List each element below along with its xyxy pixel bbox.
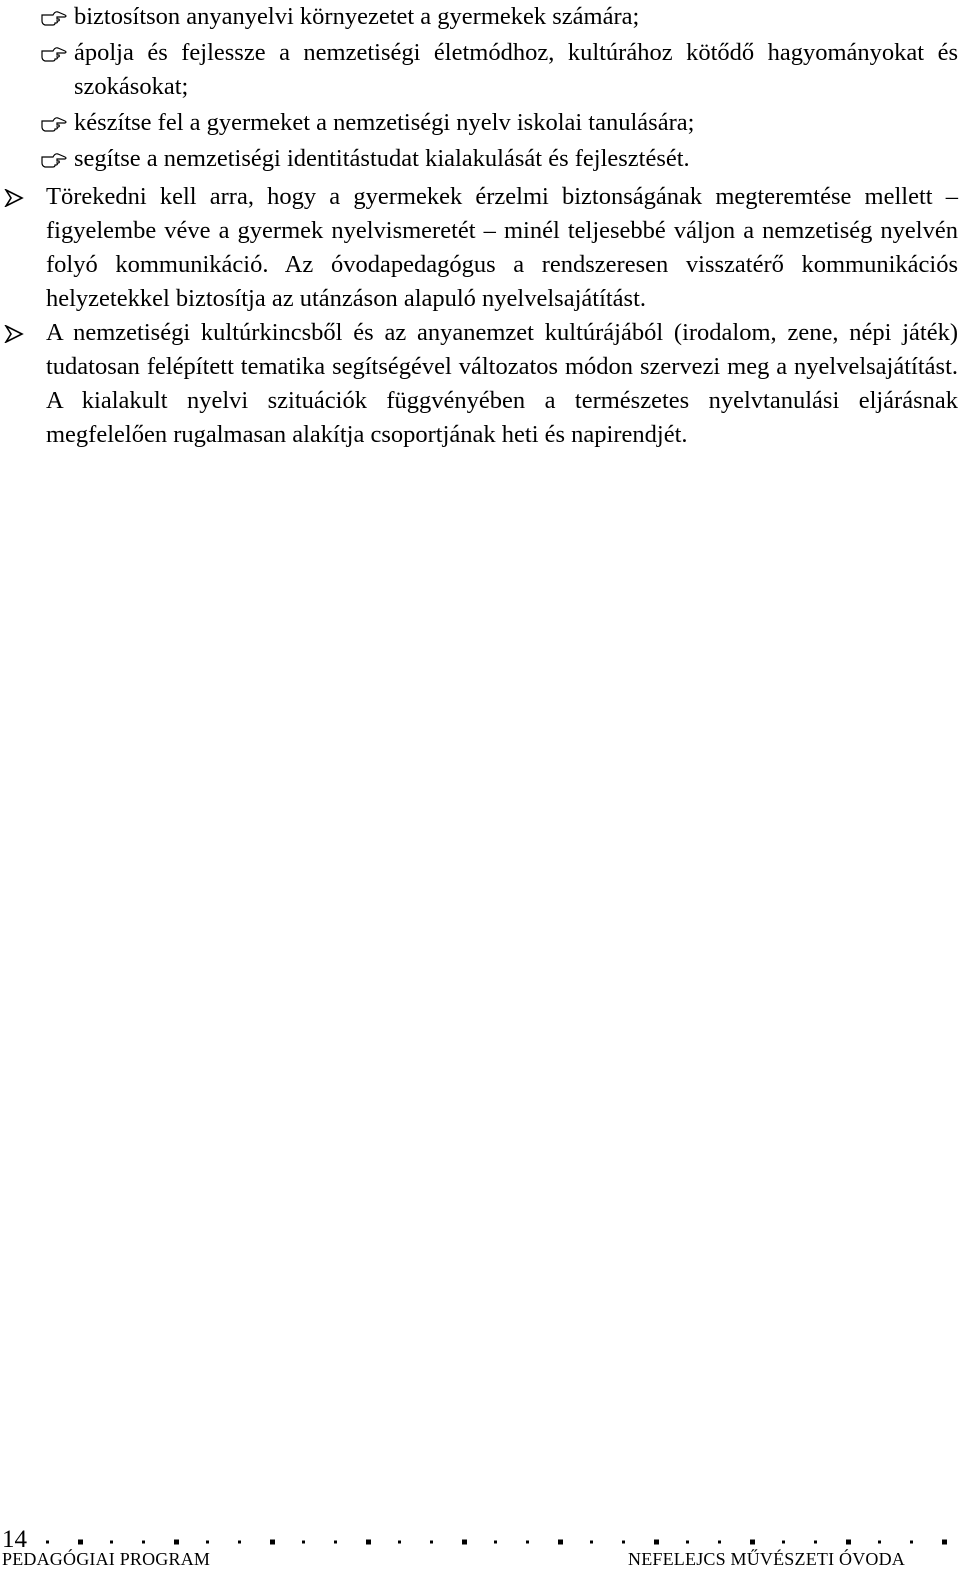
rule-dot <box>494 1541 497 1544</box>
rule-dot <box>942 1540 947 1545</box>
rule-dot <box>910 1541 913 1544</box>
rule-dot <box>686 1541 689 1544</box>
footer-institution-name: NEFELEJCS MŰVÉSZETI ÓVODA <box>628 1549 905 1569</box>
rule-dot <box>238 1541 241 1544</box>
main-bullet-item <box>0 316 958 452</box>
rule-dot <box>270 1540 275 1545</box>
rule-dot <box>782 1541 785 1544</box>
rule-dot <box>558 1540 563 1545</box>
pointing-hand-icon <box>40 43 68 63</box>
sub-bullet-item <box>40 142 958 176</box>
rule-dot <box>814 1541 817 1544</box>
rule-dot <box>78 1540 83 1545</box>
sub-bullet-list <box>40 0 958 178</box>
rule-dot <box>174 1540 179 1545</box>
rule-dot <box>366 1540 371 1545</box>
arrowhead-icon <box>4 189 24 207</box>
arrowhead-icon <box>4 325 24 343</box>
rule-dot <box>846 1540 851 1545</box>
sub-bullet-text: készítse fel a gyermeket a nemzetiségi nyelv iskolai tanulására; <box>74 109 695 136</box>
pointing-hand-icon <box>40 149 68 169</box>
rule-dot <box>750 1540 755 1545</box>
rule-dot <box>590 1541 593 1544</box>
rule-dot <box>654 1540 659 1545</box>
sub-bullet-item <box>40 106 958 140</box>
main-bullet-list <box>0 180 958 452</box>
footer-program-title: PEDAGÓGIAI PROGRAM <box>2 1549 211 1569</box>
sub-bullet-text: biztosítson anyanyelvi környezetet a gyermekek számára; <box>74 3 640 30</box>
rule-dot <box>142 1541 145 1544</box>
rule-dot <box>718 1541 721 1544</box>
pointing-hand-icon <box>40 7 68 27</box>
rule-dot <box>622 1541 625 1544</box>
rule-dot <box>878 1541 881 1544</box>
rule-dot <box>462 1540 467 1545</box>
rule-dot <box>302 1541 305 1544</box>
page-footer <box>0 1518 960 1569</box>
rule-dot <box>398 1541 401 1544</box>
rule-dot <box>334 1541 337 1544</box>
sub-bullet-text: segítse a nemzetiségi identitástudat kialakulását és fejlesztését. <box>74 145 690 172</box>
page-number: 14 <box>2 1526 27 1553</box>
sub-bullet-item <box>40 36 958 104</box>
main-bullet-item <box>0 180 958 316</box>
rule-dot <box>110 1541 113 1544</box>
rule-dot <box>526 1541 529 1544</box>
main-bullet-text: Törekedni kell arra, hogy a gyermekek érzelmi biztonságának megteremtése mellett – figyelembe véve a gyermek nyelvismeretét – minél teljesebbé váljon a nemzetiség nyelvén folyó kommunikáció. Az óvodapedagógus a rendszeresen visszatérő kommunikációs helyzetekkel biztosítja az utánzáson alapuló nyelvelsajátítást. <box>46 183 958 312</box>
rule-dot <box>430 1541 433 1544</box>
sub-bullet-item <box>40 0 958 34</box>
rule-dot <box>206 1541 209 1544</box>
main-bullet-text: A nemzetiségi kultúrkincsből és az anyanemzet kultúrájából (irodalom, zene, népi játék) tudatosan felépített tematika segítségével változatos módon szervezi meg a nyelvelsajátítást. A kialakult nyelvi szituációk függvényében a természetes nyelvtanulási eljárásnak megfelelően rugalmasan alakítja csoportjának heti és napirendjét. <box>46 319 958 448</box>
pointing-hand-icon <box>40 113 68 133</box>
rule-dot <box>46 1541 49 1544</box>
sub-bullet-text: ápolja és fejlessze a nemzetiségi életmódhoz, kultúrához kötődő hagyományokat és szokásokat; <box>74 39 958 100</box>
